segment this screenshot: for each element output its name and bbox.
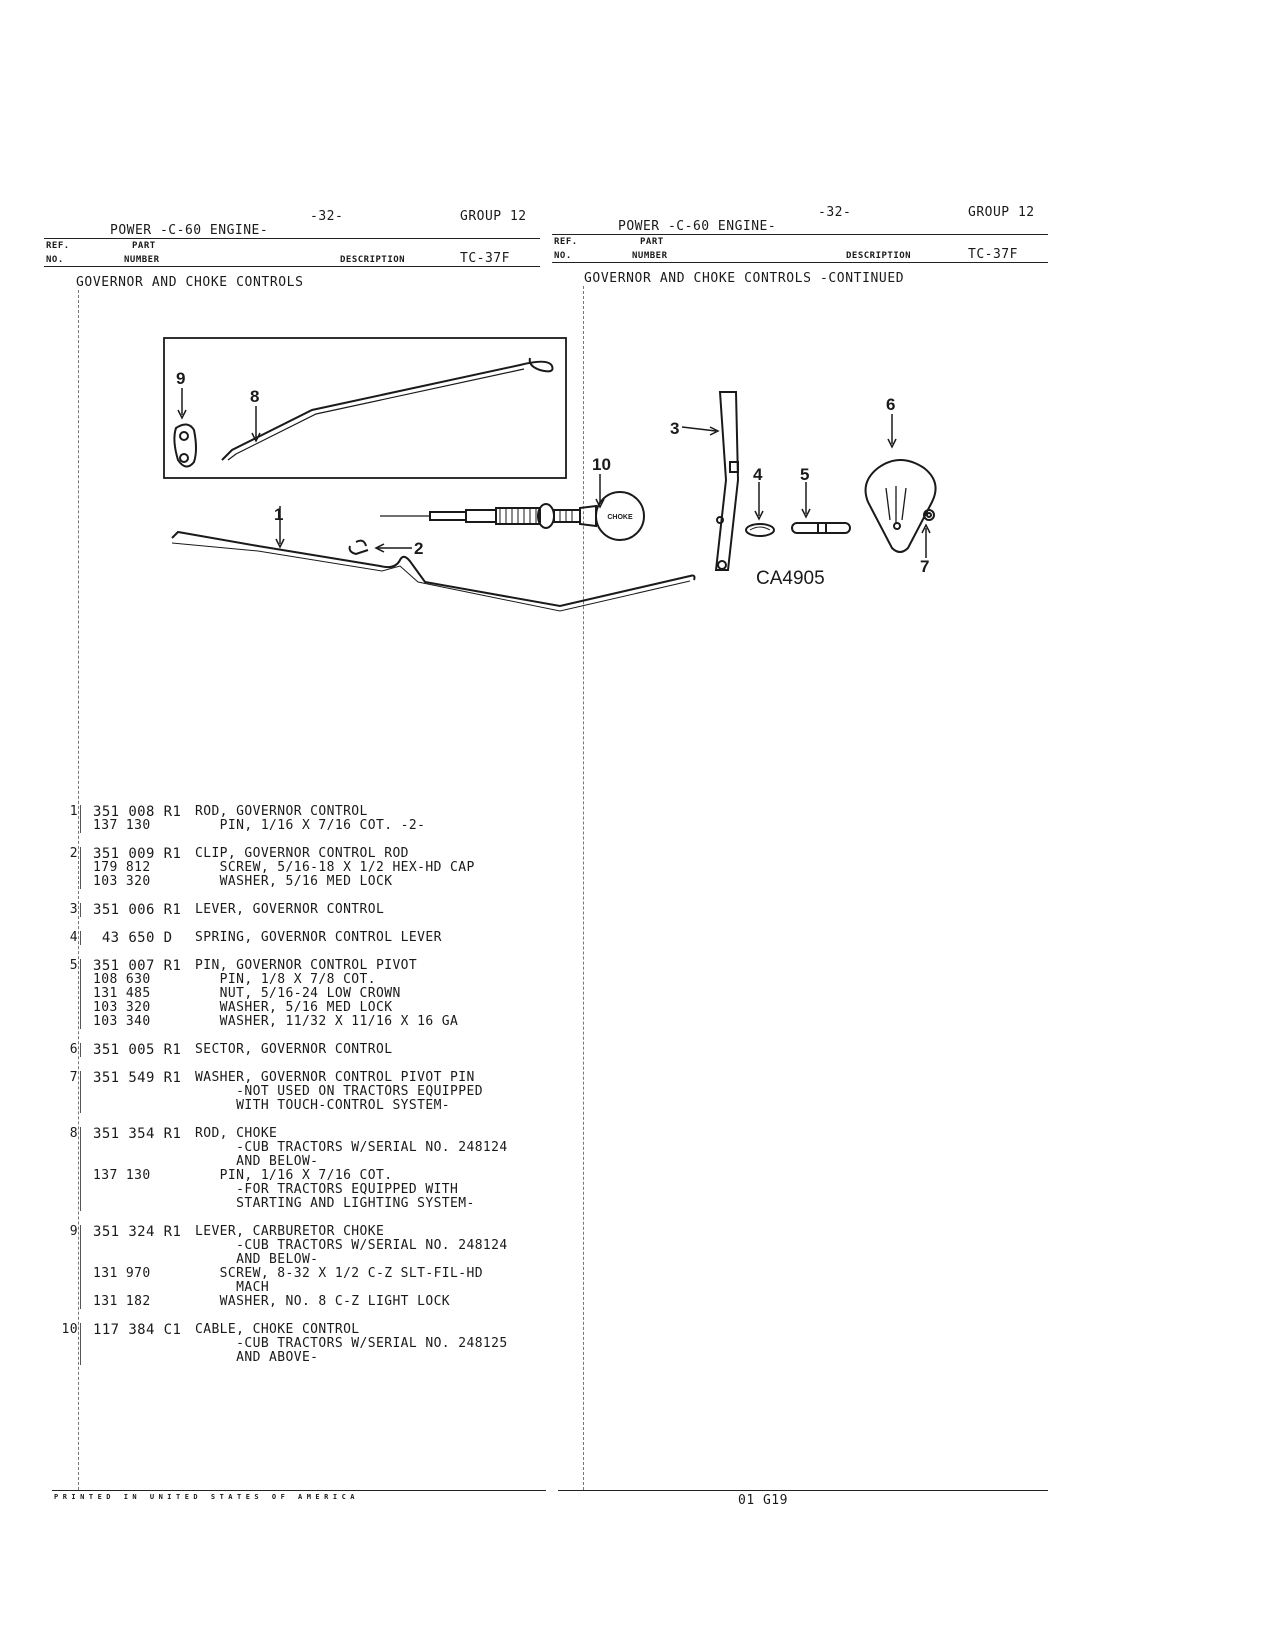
part-description — [195, 805, 555, 833]
footer-code: 01 G19 — [738, 1493, 788, 1508]
description-line: STARTING AND LIGHTING SYSTEM- — [195, 1196, 475, 1211]
printed-in-usa: PRINTED IN UNITED STATES OF AMERICA — [54, 1493, 360, 1501]
part-number — [93, 1253, 195, 1267]
ref-divider — [80, 903, 81, 917]
right-part-label: PART — [640, 237, 664, 247]
part-numbers — [93, 931, 195, 945]
parts-entry — [50, 1043, 590, 1057]
ref-number: 9 — [69, 1224, 78, 1239]
governor-spring — [746, 524, 774, 536]
part-number: 131 485 — [93, 986, 151, 1001]
part-number: 351 006 R1 — [93, 902, 182, 918]
description-line: PIN, GOVERNOR CONTROL PIVOT — [195, 958, 418, 973]
description-line: -CUB TRACTORS W/SERIAL NO. 248124 — [195, 1238, 508, 1253]
callout-9: 9 — [176, 369, 186, 388]
description-line: -FOR TRACTORS EQUIPPED WITH — [195, 1182, 459, 1197]
part-number: 137 130 — [93, 1168, 151, 1183]
part-numbers — [93, 1043, 195, 1057]
part-description — [195, 1043, 555, 1057]
parts-entry — [50, 1127, 590, 1211]
parts-entry — [50, 931, 590, 945]
description-line: PIN, 1/8 X 7/8 COT. — [195, 972, 376, 987]
callout-6: 6 — [886, 395, 896, 414]
ref-number: 6 — [69, 1042, 78, 1057]
part-description — [195, 1071, 555, 1113]
part-number — [93, 1155, 195, 1169]
right-no-label: NO. — [554, 251, 572, 261]
description-line: PIN, 1/16 X 7/16 COT. -2- — [195, 818, 426, 833]
description-line: ROD, CHOKE — [195, 1126, 278, 1141]
governor-control-lever — [716, 392, 738, 570]
part-description — [195, 847, 555, 889]
part-number: 351 005 R1 — [93, 1042, 182, 1058]
ref-number: 7 — [69, 1070, 78, 1085]
ref-divider — [80, 1323, 81, 1365]
left-engine-title: POWER -C-60 ENGINE- — [110, 223, 269, 238]
description-line: CLIP, GOVERNOR CONTROL ROD — [195, 846, 409, 861]
part-number — [93, 1141, 195, 1155]
description-line: WASHER, NO. 8 C-Z LIGHT LOCK — [195, 1294, 451, 1309]
left-description-label: DESCRIPTION — [340, 255, 406, 265]
description-line: LEVER, CARBURETOR CHOKE — [195, 1224, 385, 1239]
part-numbers — [93, 1323, 195, 1365]
governor-rod-clip — [350, 541, 368, 554]
ref-divider — [80, 805, 81, 833]
description-line: AND BELOW- — [195, 1154, 319, 1169]
ref-divider — [80, 1225, 81, 1309]
part-numbers — [93, 1127, 195, 1211]
part-number: 179 812 — [93, 860, 151, 875]
ref-number: 2 — [69, 846, 78, 861]
right-header-rule — [552, 234, 1048, 235]
description-line: LEVER, GOVERNOR CONTROL — [195, 902, 385, 917]
part-numbers — [93, 1071, 195, 1113]
description-line: -CUB TRACTORS W/SERIAL NO. 248125 — [195, 1336, 508, 1351]
left-page-number: -32- — [310, 209, 344, 224]
part-number: 351 007 R1 — [93, 958, 182, 974]
choke-knob-label: CHOKE — [607, 514, 633, 521]
right-section-title: GOVERNOR AND CHOKE CONTROLS -CONTINUED — [584, 271, 905, 286]
description-line: -NOT USED ON TRACTORS EQUIPPED — [195, 1084, 483, 1099]
description-line: AND ABOVE- — [195, 1350, 319, 1365]
parts-entry — [50, 847, 590, 889]
part-description — [195, 1225, 555, 1309]
parts-entry — [50, 1225, 590, 1309]
right-ref-label: REF. — [554, 237, 578, 247]
part-description — [195, 1127, 555, 1211]
part-number: 351 009 R1 — [93, 846, 182, 862]
ref-number: 8 — [69, 1126, 78, 1141]
part-numbers — [93, 1225, 195, 1309]
part-description — [195, 1323, 555, 1365]
callout-5: 5 — [800, 465, 810, 484]
governor-sector — [866, 460, 936, 552]
description-line: SCREW, 5/16-18 X 1/2 HEX-HD CAP — [195, 860, 475, 875]
part-number — [93, 1197, 195, 1211]
left-footer-rule — [52, 1490, 546, 1491]
ref-number: 3 — [69, 902, 78, 917]
left-group: GROUP 12 — [460, 209, 527, 224]
part-number: 351 549 R1 — [93, 1070, 182, 1086]
description-line: WASHER, 5/16 MED LOCK — [195, 1000, 393, 1015]
part-number: 131 182 — [93, 1294, 151, 1309]
part-numbers — [93, 959, 195, 1029]
ref-number: 5 — [69, 958, 78, 973]
illustration-code: CA4905 — [756, 568, 825, 589]
parts-entry — [50, 1323, 590, 1365]
part-numbers — [93, 903, 195, 917]
right-subheader-rule — [552, 262, 1048, 263]
description-line: WASHER, 11/32 X 11/16 X 16 GA — [195, 1014, 459, 1029]
callout-10: 10 — [592, 455, 611, 474]
ref-number: 1 — [69, 804, 78, 819]
description-line: CABLE, CHOKE CONTROL — [195, 1322, 360, 1337]
part-number: 43 650 D — [93, 930, 173, 946]
description-line: SCREW, 8-32 X 1/2 C-Z SLT-FIL-HD — [195, 1266, 483, 1281]
left-header-rule — [44, 238, 540, 239]
part-number — [93, 1183, 195, 1197]
right-footer-rule — [558, 1490, 1048, 1491]
description-line: WASHER, GOVERNOR CONTROL PIVOT PIN — [195, 1070, 475, 1085]
part-number: 103 340 — [93, 1014, 151, 1029]
part-description — [195, 931, 555, 945]
right-page-number: -32- — [818, 205, 852, 220]
parts-list — [50, 805, 590, 1379]
part-number: 351 324 R1 — [93, 1224, 182, 1240]
ref-divider — [80, 931, 81, 945]
ref-divider — [80, 1043, 81, 1057]
choke-lever — [174, 424, 196, 466]
right-group: GROUP 12 — [968, 205, 1035, 220]
callout-1: 1 — [274, 505, 284, 524]
callout-2: 2 — [414, 539, 424, 558]
part-number — [93, 1337, 195, 1351]
description-line: SECTOR, GOVERNOR CONTROL — [195, 1042, 393, 1057]
part-number: 351 354 R1 — [93, 1126, 182, 1142]
left-no-label: NO. — [46, 255, 64, 265]
ref-divider — [80, 847, 81, 889]
part-number — [93, 1085, 195, 1099]
right-description-label: DESCRIPTION — [846, 251, 912, 261]
ref-divider — [80, 1071, 81, 1113]
part-number: 117 384 C1 — [93, 1322, 182, 1338]
part-description — [195, 903, 555, 917]
ref-number: 10 — [61, 1322, 78, 1337]
part-number — [93, 1239, 195, 1253]
parts-entry — [50, 1071, 590, 1113]
left-ref-label: REF. — [46, 241, 70, 251]
ref-divider — [80, 959, 81, 1029]
parts-entry — [50, 805, 590, 833]
description-line: WASHER, 5/16 MED LOCK — [195, 874, 393, 889]
part-number: 103 320 — [93, 1000, 151, 1015]
part-number: 108 630 — [93, 972, 151, 987]
part-description — [195, 959, 555, 1029]
right-number-label: NUMBER — [632, 251, 668, 261]
part-number: 137 130 — [93, 818, 151, 833]
part-number: 351 008 R1 — [93, 804, 182, 820]
ref-divider — [80, 1127, 81, 1211]
right-engine-title: POWER -C-60 ENGINE- — [618, 219, 777, 234]
callout-8: 8 — [250, 387, 260, 406]
part-number: 131 970 — [93, 1266, 151, 1281]
left-number-label: NUMBER — [124, 255, 160, 265]
description-line: PIN, 1/16 X 7/16 COT. — [195, 1168, 393, 1183]
callout-7: 7 — [920, 557, 930, 576]
parts-illustration — [0, 320, 1275, 840]
description-line: MACH — [195, 1280, 270, 1295]
parts-entry — [50, 959, 590, 1029]
part-number — [93, 1099, 195, 1113]
left-part-label: PART — [132, 241, 156, 251]
governor-pivot-pin — [792, 523, 850, 533]
part-number — [93, 1281, 195, 1295]
description-line: ROD, GOVERNOR CONTROL — [195, 804, 368, 819]
description-line: -CUB TRACTORS W/SERIAL NO. 248124 — [195, 1140, 508, 1155]
left-catalog-code: TC-37F — [460, 251, 510, 266]
callout-4: 4 — [753, 465, 763, 484]
ref-number: 4 — [69, 930, 78, 945]
right-catalog-code: TC-37F — [968, 247, 1018, 262]
description-line: NUT, 5/16-24 LOW CROWN — [195, 986, 401, 1001]
description-line: WITH TOUCH-CONTROL SYSTEM- — [195, 1098, 451, 1113]
part-numbers — [93, 805, 195, 833]
part-number: 103 320 — [93, 874, 151, 889]
part-number — [93, 1351, 195, 1365]
description-line: SPRING, GOVERNOR CONTROL LEVER — [195, 930, 442, 945]
description-line: AND BELOW- — [195, 1252, 319, 1267]
parts-entry — [50, 903, 590, 917]
callout-3: 3 — [670, 419, 680, 438]
part-numbers — [93, 847, 195, 889]
left-subheader-rule — [44, 266, 540, 267]
governor-control-rod — [172, 532, 695, 606]
left-section-title: GOVERNOR AND CHOKE CONTROLS — [76, 275, 304, 290]
